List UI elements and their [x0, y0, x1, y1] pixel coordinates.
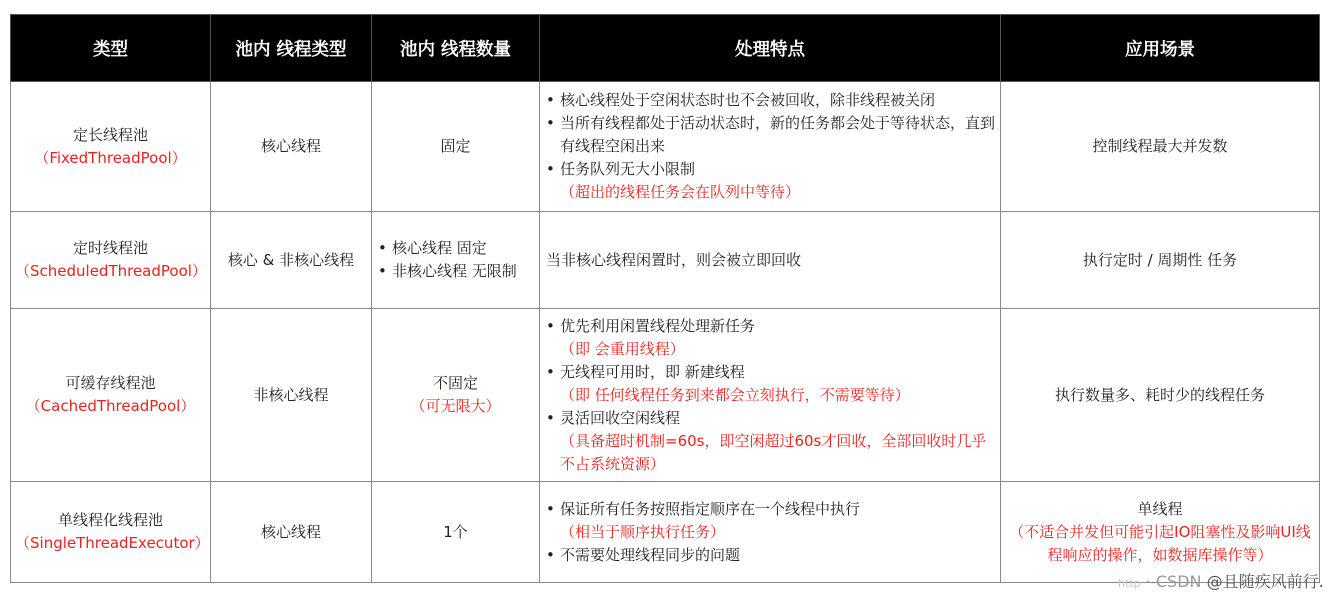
csdn-watermark: http · CSDN @且随疾风前行.: [1118, 572, 1324, 591]
feature-item: • 当所有线程都处于活动状态时，新的任务都会处于等待状态，直到有线程空闲出来: [546, 112, 996, 158]
scenario-text: 单线程: [1137, 499, 1183, 518]
header-thread-type: 池内 线程类型: [211, 15, 372, 82]
table-row: [11, 82, 1320, 212]
pool-name: 单线程化线程池: [57, 511, 163, 529]
type-cell: [11, 309, 211, 482]
feature-note: （超出的线程任务会在队列中等待）: [560, 183, 801, 201]
table-row: [11, 309, 1320, 482]
header-scenario: 应用场景: [1001, 15, 1320, 82]
feature-item: • 核心线程处于空闲状态时也不会被回收，除非线程被关闭: [546, 89, 996, 112]
pool-class-name: （SingleThreadExecutor）: [15, 534, 210, 552]
pool-name: 定时线程池: [72, 239, 148, 257]
thread-count-note: （可无限大）: [410, 397, 501, 415]
features-cell: [540, 82, 1001, 212]
thread-type-cell: 非核心线程: [211, 309, 372, 482]
table-row: [11, 212, 1320, 309]
pool-name: 定长线程池: [72, 125, 148, 144]
features-cell: [540, 482, 1001, 583]
thread-count-cell: [372, 309, 540, 482]
feature-note: （具备超时机制=60s，即空闲超过60s才回收，全部回收时几乎不占系统资源）: [560, 431, 987, 473]
pool-class-name: （ScheduledThreadPool）: [15, 262, 207, 280]
scenario-cell: 执行数量多、耗时少的线程任务: [1001, 309, 1320, 482]
feature-note: （即 任何线程任务到来都会立刻执行，不需要等待）: [560, 385, 910, 404]
features-cell: [540, 309, 1001, 482]
thread-type-cell: 核心 & 非核心线程: [211, 212, 372, 309]
header-thread-count: 池内 线程数量: [372, 15, 540, 82]
watermark-site: CSDN: [1155, 572, 1202, 591]
scenario-cell: 执行定时 / 周期性 任务: [1001, 212, 1320, 309]
feature-note: （相当于顺序执行任务）: [560, 522, 726, 541]
feature-note: （即 会重用线程）: [560, 339, 685, 358]
watermark-prefix: http: [1118, 577, 1141, 590]
thread-type-cell: 核心线程: [211, 82, 372, 212]
pool-name: 可缓存线程池: [65, 374, 156, 392]
pool-class-name: （FixedThreadPool）: [34, 148, 187, 167]
pool-class-name: （CachedThreadPool）: [25, 397, 196, 415]
feature-item: • 优先利用闲置线程处理新任务 （即 会重用线程）: [546, 315, 996, 361]
thread-count: 不固定: [432, 374, 478, 392]
header-type: 类型: [11, 15, 211, 82]
feature-item: • 任务队列无大小限制: [546, 158, 996, 181]
count-item: • 核心线程 固定: [378, 237, 535, 260]
count-item: • 非核心线程 无限制: [378, 260, 535, 283]
scenario-note: （不适合并发但可能引起IO阻塞性及影响UI线程响应的操作，如数据库操作等）: [1009, 522, 1311, 564]
thread-pool-table: [10, 14, 1320, 583]
type-cell: [11, 82, 211, 212]
watermark-user: @且随疾风前行.: [1206, 572, 1324, 591]
scenario-cell: [1001, 482, 1320, 583]
header-features: 处理特点: [540, 15, 1001, 82]
feature-item: • 保证所有任务按照指定顺序在一个线程中执行 （相当于顺序执行任务）: [546, 498, 996, 544]
thread-type-cell: 核心线程: [211, 482, 372, 583]
thread-count-cell: 固定: [372, 82, 540, 212]
thread-count-cell: [372, 212, 540, 309]
scenario-cell: 控制线程最大并发数: [1001, 82, 1320, 212]
header-row: [11, 15, 1320, 82]
type-cell: [11, 212, 211, 309]
thread-count-cell: 1个: [372, 482, 540, 583]
type-cell: [11, 482, 211, 583]
table-row: [11, 482, 1320, 583]
feature-item: • 无线程可用时，即 新建线程 （即 任何线程任务到来都会立刻执行，不需要等待）: [546, 361, 996, 407]
feature-item: • 灵活回收空闲线程 （具备超时机制=60s，即空闲超过60s才回收，全部回收时几乎不占系统资源）: [546, 407, 996, 476]
feature-item: • 不需要处理线程同步的问题: [546, 544, 996, 567]
features-cell: 当非核心线程闲置时，则会被立即回收: [540, 212, 1001, 309]
